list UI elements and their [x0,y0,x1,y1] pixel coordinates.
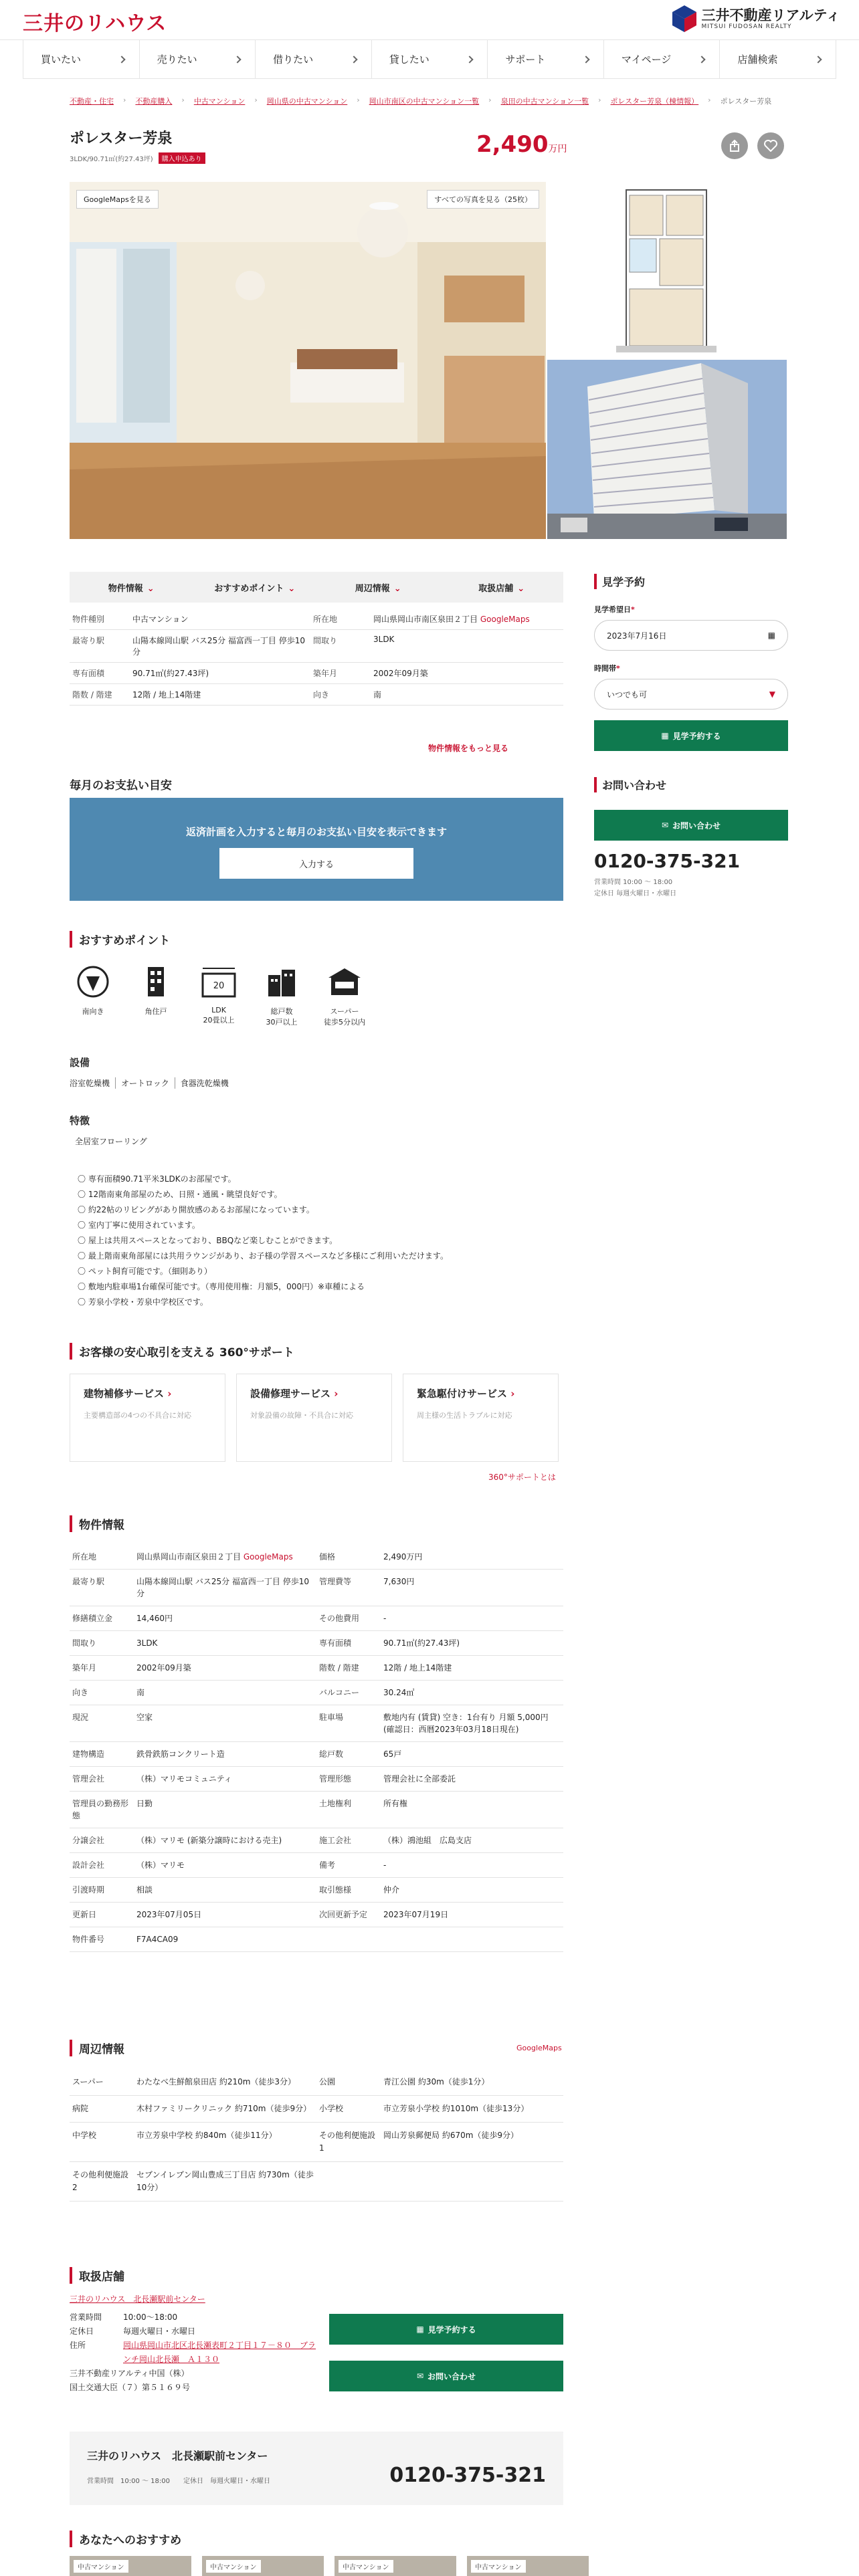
payment-input-button[interactable]: 入力する [219,848,413,879]
chevron-down-icon [233,56,241,63]
store-heading: 取扱店舗 [70,2267,124,2284]
breadcrumb-link[interactable]: 岡山県の中古マンション [266,97,348,106]
svg-text:20: 20 [213,981,225,991]
chevron-down-icon [698,56,706,63]
property-subline [70,152,205,164]
nav-sell[interactable]: 売りたい [140,40,256,78]
mail-icon: ✉ [416,2371,424,2381]
breadcrumb-link[interactable]: 岡山市南区の中古マンション一覧 [369,97,480,106]
all-photos-button[interactable]: すべての写真を見る（25枚） [427,190,539,209]
payment-message: 返済計画を入力すると毎月のお支払い目安を表示できます [185,826,447,838]
recommend-card[interactable]: 中古マンション [467,2556,589,2576]
chevron-down-icon: ▼ [769,689,775,699]
tab-nearby[interactable]: 周辺情報 ⌄ [316,581,440,594]
points-heading: おすすめポイント [70,931,170,948]
store-inquiry-button[interactable]: ✉ お問い合わせ [329,2361,563,2391]
more-property-info-link[interactable]: 物件情報をもっと見る [428,744,509,753]
recommend-heading: あなたへのおすすめ [70,2531,181,2547]
payment-heading: 毎月のお支払い目安 [70,779,172,792]
support-about-link[interactable]: 360°サポートとは [488,1473,556,1482]
points-list [70,963,368,1027]
inquiry-heading: お問い合わせ [594,777,788,792]
calendar-icon: ▦ [661,731,669,740]
favorite-button[interactable] [757,132,784,159]
reserve-button[interactable]: ▦ 見学予約する [594,720,788,751]
features-first: 全居室フローリング [75,1137,147,1146]
table-row: 築年月 2002年09月築 階数 / 階建 12階 / 地上14階建 [70,1656,563,1681]
breadcrumb: 不動産・住宅 › 不動産購入 › 中古マンション › 岡山県の中古マンション › 岡山市南区の中古マンション一覧 › 泉田の中古マンション一覧 › ポレスター芳泉（棟情報） › ポレスター芳泉 [70,96,772,106]
equipment-tag: 食器洗乾燥機 [180,1079,229,1088]
breadcrumb-link[interactable]: 泉田の中古マンション一覧 [500,97,589,106]
table-row: 階数 / 階建 12階 / 地上14階建 向き 南 [70,684,563,706]
list-item: 〇 約22帖のリビングがあり開放感のあるお部屋になっています。 [78,1205,314,1214]
support-cards [70,1374,559,1462]
nav-support[interactable]: サポート [488,40,604,78]
store-phone[interactable]: 0120-375-321 [389,2464,546,2487]
google-maps-button[interactable]: GoogleMapsを見る [76,190,159,209]
chevron-down-icon [582,56,589,63]
nearby-heading: 周辺情報 [70,2040,124,2056]
store-name-link[interactable]: 三井のリハウス 北長瀬駅前センター [70,2294,205,2304]
building-exterior [547,360,787,539]
visit-time-select[interactable]: いつでも可 ▼ [594,679,788,710]
inquiry-phone[interactable]: 0120-375-321 [594,850,741,872]
table-row: 最寄り駅 山陽本線岡山駅 バス25分 福富西一丁目 停歩10分 管理費等 7,630円 [70,1570,563,1606]
table-row: 分譲会社 （株）マリモ (新築分譲時における売主) 施工会社 （株）鴻池組 広島支店 [70,1828,563,1853]
mitsui-brand[interactable] [672,5,840,32]
table-row: 管理会社 （株）マリモコミュニティ 管理形態 管理会社に全部委託 [70,1767,563,1792]
list-item: 〇 屋上は共用スペースとなっており、BBQなど楽しむことができます。 [78,1236,338,1245]
table-row: 更新日 2023年07月05日 次回更新予定 2023年07月19日 [70,1903,563,1927]
list-item: 〇 ペット飼育可能です。（細則あり） [78,1267,212,1276]
company-name-en: MITSUI FUDOSAN REALTY [701,23,792,30]
summary-table [70,609,563,706]
corner-unit-icon [137,963,175,1000]
tab-store[interactable]: 取扱店舗 ⌄ [440,581,564,594]
south-facing-icon [74,963,112,1000]
table-row: 専有面積 90.71㎡(約27.43坪) 築年月 2002年09月築 [70,663,563,684]
inquiry-panel: お問い合わせ ✉ お問い合わせ 0120-375-321 営業時間 10:00 ～ 18:00 定休日 毎週火曜日・水曜日 [594,777,788,897]
nearby-google-maps-link[interactable]: GoogleMaps [516,2044,562,2052]
table-row: スーパー わたなべ生鮮館泉田店 約210m（徒歩3分） 公園 青江公園 約30m（徒歩1分） [70,2069,563,2096]
table-row: 物件種別 中古マンション 所在地 岡山県岡山市南区泉田２丁目 GoogleMaps [70,609,563,630]
list-item: 〇 最上階南東角部屋には共用ラウンジがあり、お子様の学習スペースなど多様にご利用いただけます。 [78,1251,448,1261]
chevron-down-icon [814,56,822,63]
point-corner-unit: 角住戸 [132,963,179,1027]
price: 2,490万円 [476,131,567,158]
store-contact-box: 三井のリハウス 北長瀬駅前センター 営業時間 10:00 ～ 18:00 定休日 毎週火曜日・水曜日 0120-375-321 [70,2432,563,2505]
main-photo[interactable] [70,182,546,539]
table-row: 間取り 3LDK 専有面積 90.71㎡(約27.43坪) [70,1631,563,1656]
table-row: 建物構造 鉄骨鉄筋コンクリート造 総戸数 65戸 [70,1742,563,1767]
equipment-tag: オートロック [116,1077,175,1089]
share-button[interactable] [721,132,748,159]
features-heading: 特徴 [70,1115,90,1127]
tab-points[interactable]: おすすめポイント ⌄ [193,581,317,594]
recommend-card[interactable]: 中古マンション [202,2556,324,2576]
room-photo [70,182,546,539]
equipment-heading: 設備 [70,1057,90,1069]
nav-lease[interactable]: 貸したい [372,40,488,78]
floor-plan-drawing [553,182,787,357]
calendar-icon: ▦ [416,2325,424,2334]
table-row: 引渡時期 相談 取引態様 仲介 [70,1878,563,1903]
details-table [70,1545,563,1952]
equipment-tags [70,1077,234,1089]
calendar-icon: ▦ [767,631,775,640]
recommend-list [70,2556,589,2576]
list-item: 〇 12階南東角部屋のため、日照・通風・眺望良好です。 [78,1190,282,1199]
property-tabs [70,572,563,603]
visit-date-field[interactable]: 2023年7月16日 ▦ [594,620,788,651]
table-row: 向き 南 バルコニー 30.24㎡ [70,1681,563,1705]
list-item: 〇 芳泉小学校・芳泉中学校区です。 [78,1297,208,1307]
nav-rent[interactable]: 借りたい [256,40,372,78]
support-card-building[interactable]: 建物補修サービス › 主要構造部の4つの不具合に対応 [70,1374,225,1462]
table-row: 病院 木村ファミリークリニック 約710m（徒歩9分） 小学校 市立芳泉小学校 約1010m（徒歩13分） [70,2096,563,2123]
table-row: 修繕積立金 14,460円 その他費用 - [70,1606,563,1631]
table-row: 管理員の勤務形態 日勤 土地権利 所有権 [70,1792,563,1828]
chevron-down-icon [466,56,474,63]
supermarket-icon [326,963,363,1000]
recommend-card[interactable]: 中古マンション [70,2556,191,2576]
google-maps-link[interactable]: GoogleMaps [243,1552,293,1562]
mitsui-mark-icon [672,5,696,32]
building-photo[interactable] [547,360,787,539]
chevron-down-icon [350,56,357,63]
table-row: 最寄り駅 山陽本線岡山駅 バス25分 福富西一丁目 停歩10分 間取り 3LDK [70,630,563,663]
rehouse-logo[interactable]: 三井のリハウス [23,12,167,35]
global-nav [23,40,836,79]
recommend-card[interactable]: 中古マンション [335,2556,456,2576]
mail-icon: ✉ [661,821,669,830]
features-list [78,1172,448,1310]
share-icon [729,140,741,152]
breadcrumb-link[interactable]: ポレスター芳泉（棟情報） [610,97,699,106]
reserve-panel: 見学予約 見学希望日* 2023年7月16日 ▦ 時間帯* いつでも可 ▼ ▦ 見学予約する [594,574,788,751]
store-reserve-button[interactable]: ▦ 見学予約する [329,2314,563,2345]
table-row: 現況 空家 駐車場 敷地内有 (賃貸) 空き：1台有り 月額 5,000円 (確認日：西暦2023年03月18日現在) [70,1705,563,1742]
company-name: 三井不動産リアルティ [701,7,840,23]
status-badge: 購入申込あり [159,152,205,164]
payment-panel [70,798,563,901]
list-item: 〇 敷地内駐車場1台確保可能です。（専用使用権：月額5，000円）※車種による [78,1282,365,1291]
point-south-facing: 南向き [70,963,116,1027]
inquiry-button[interactable]: ✉ お問い合わせ [594,810,788,841]
store-info: 三井のリハウス 北長瀬駅前センター 営業時間 10:00～18:00 定休日 毎週火曜日・水曜日 住所 岡山県岡山市北区北長瀬表町２丁目１７－８０ ブランチ岡山北長瀬 Ａ１３０ 三井不動産リアルティ中国（株） 国土交通大臣（７）第５１６９号 [70,2292,317,2395]
details-heading: 物件情報 [70,1515,124,1532]
table-row: その他利便施設2 セブンイレブン岡山豊成三丁目店 約730m（徒歩10分） [70,2162,563,2202]
tab-property-info[interactable]: 物件情報 ⌄ [70,581,193,594]
nearby-table [70,2069,563,2202]
reserve-heading: 見学予約 [594,574,788,589]
property-layout-area: 3LDK/90.71㎡(約27.43坪) [70,156,153,163]
breadcrumb-link[interactable]: 不動産購入 [135,97,173,106]
point-total-units: 総戸数 30戸以上 [258,963,305,1027]
support-card-emergency[interactable]: 緊急駆付けサービス › 周主様の生活トラブルに対応 [403,1374,559,1462]
nav-buy[interactable]: 買いたい [23,40,140,78]
breadcrumb-current: ポレスター芳泉 [720,97,772,106]
list-item: 〇 専有面積90.71平米3LDKのお部屋です。 [78,1174,236,1184]
point-supermarket: スーパー 徒歩5分以内 [321,963,368,1027]
equipment-tag: 浴室乾燥機 [70,1077,116,1089]
chevron-down-icon [118,56,125,63]
breadcrumb-link[interactable]: 不動産・住宅 [70,97,114,106]
table-row: 設計会社 （株）マリモ 備考 - [70,1853,563,1878]
point-ldk: 20 LDK 20畳以上 [195,963,242,1027]
table-row: 所在地 岡山県岡山市南区泉田２丁目 GoogleMaps 価格 2,490万円 [70,1545,563,1570]
table-row: 中学校 市立芳泉中学校 約840m（徒歩11分） その他利便施設1 岡山芳泉郵便局 約670m（徒歩9分） [70,2123,563,2162]
page-title: ポレスター芳泉 [70,130,173,147]
site-header [0,0,859,40]
list-item: 〇 室内丁寧に使用されています。 [78,1220,200,1230]
floor-plan-image[interactable] [553,182,787,357]
support-card-equipment[interactable]: 設備修理サービス › 対象設備の故障・不具合に対応 [236,1374,392,1462]
nav-mypage[interactable]: マイページ [604,40,721,78]
breadcrumb-link[interactable]: 中古マンション [193,97,246,106]
nav-store-search[interactable]: 店舗検索 [720,40,836,78]
support-heading: お客様の安心取引を支える 360°サポート [70,1343,294,1360]
total-units-icon [263,963,300,1000]
heart-icon [764,140,777,152]
table-row: 物件番号 F7A4CA09 [70,1927,563,1952]
ldk-20-icon [200,963,237,1000]
store-address-link[interactable]: 岡山県岡山市北区北長瀬表町２丁目１７－８０ ブランチ岡山北長瀬 Ａ１３０ [123,2341,316,2364]
google-maps-link[interactable]: GoogleMaps [480,615,530,624]
